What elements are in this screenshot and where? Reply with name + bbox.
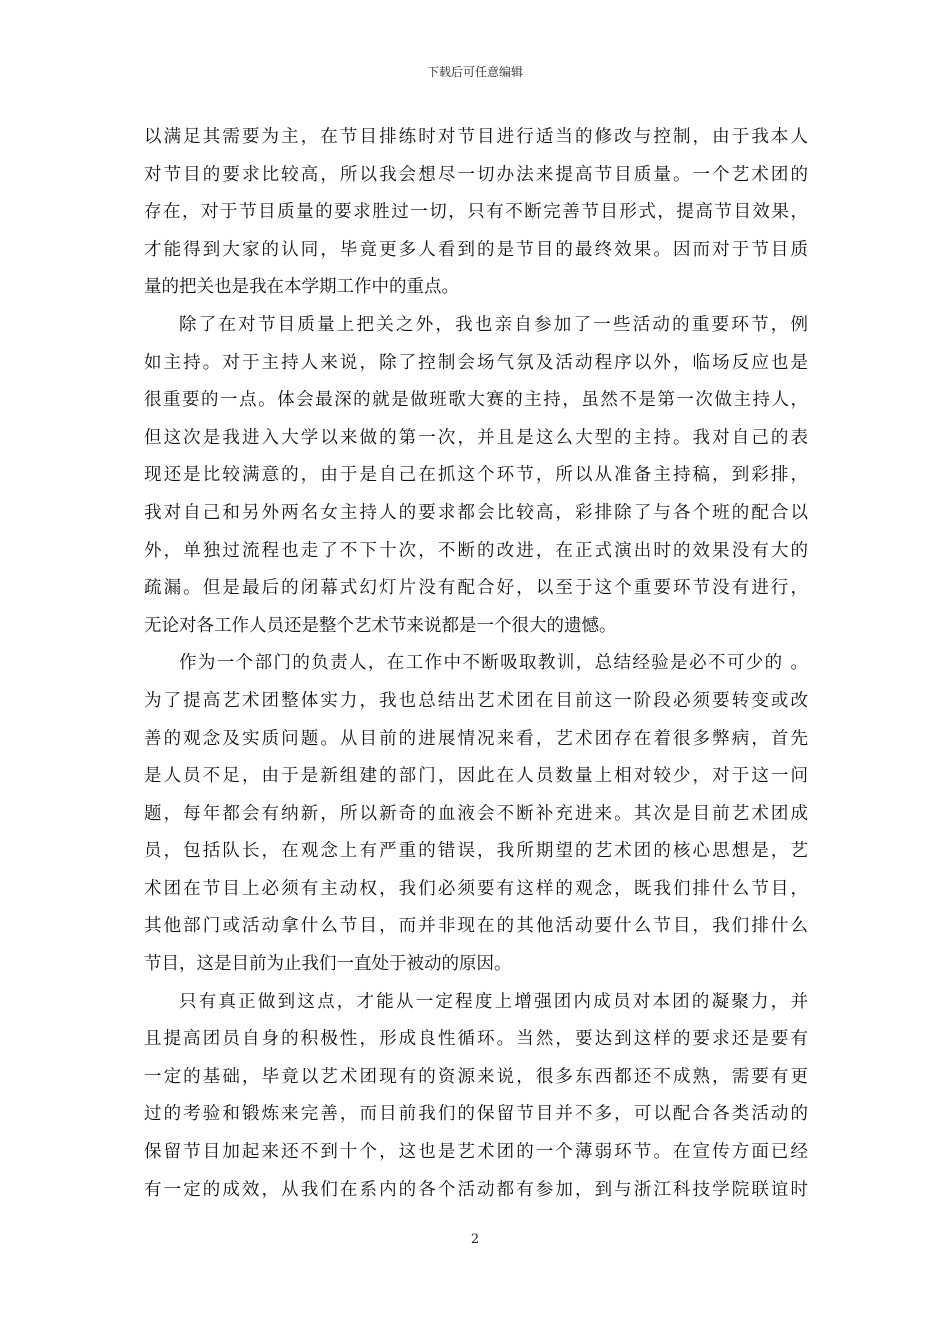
text-line: 题，每年都会有纳新，所以新奇的血液会不断补充进来。其次是目前艺术团成 (144, 803, 808, 824)
text-line: 量的把关也是我在本学期工作中的重点。 (144, 277, 459, 298)
text-line: 一定的基础，毕竟以艺术团现有的资源来说，很多东西都还不成熟，需要有更 (144, 1066, 808, 1087)
document-body (144, 119, 808, 1209)
text-line: 我对自己和另外两名女主持人的要求都会比较高，彩排除了与各个班的配合以 (144, 502, 808, 523)
text-line: 其他部门或活动拿什么节目，而并非现在的其他活动要什么节目，我们排什么 (144, 916, 808, 937)
text-line: 员，包括队长，在观念上有严重的错误，我所期望的艺术团的核心思想是，艺 (144, 841, 808, 862)
text-line: 才能得到大家的认同，毕竟更多人看到的是节目的最终效果。因而对于节目质 (144, 239, 808, 260)
text-line: 术团在节目上必须有主动权，我们必须要有这样的观念，既我们排什么节目， (144, 878, 808, 899)
text-line: 很重要的一点。体会最深的就是做班歌大赛的主持，虽然不是第一次做主持人， (144, 390, 808, 411)
paragraph-start-line: 只有真正做到这点，才能从一定程度上增强团内成员对本团的凝聚力，并 (179, 991, 808, 1012)
text-line: 为了提高艺术团整体实力，我也总结出艺术团在目前这一阶段必须要转变或改 (144, 690, 808, 711)
text-line: 无论对各工作人员还是整个艺术节来说都是一个很大的遗憾。 (144, 615, 617, 636)
text-line: 存在，对于节目质量的要求胜过一切，只有不断完善节目形式，提高节目效果， (144, 202, 808, 223)
text-line: 有一定的成效，从我们在系内的各个活动都有参加，到与浙江科技学院联谊时 (144, 1179, 808, 1200)
text-line: 是人员不足，由于是新组建的部门，因此在人员数量上相对较少，对于这一问 (144, 766, 808, 787)
text-line: 过的考验和锻炼来完善，而目前我们的保留节目并不多，可以配合各类活动的 (144, 1104, 808, 1125)
text-line: 如主持。对于主持人来说，除了控制会场气氛及活动程序以外，临场反应也是 (144, 352, 808, 373)
text-line: 保留节目加起来还不到十个，这也是艺术团的一个薄弱环节。在宣传方面已经 (144, 1142, 808, 1163)
page-number: 2 (470, 1232, 480, 1247)
text-line: 对节目的要求比较高，所以我会想尽一切办法来提高节目质量。一个艺术团的 (144, 164, 808, 185)
paragraph-start-line: 作为一个部门的负责人，在工作中不断吸取教训，总结经验是必不可少的 。 (179, 653, 808, 674)
page-header: 下载后可任意编辑 (426, 65, 523, 79)
text-line: 疏漏。但是最后的闭幕式幻灯片没有配合好，以至于这个重要环节没有进行， (144, 578, 808, 599)
text-line: 且提高团员自身的积极性，形成良性循环。当然，要达到这样的要求还是要有 (144, 1029, 808, 1050)
text-line: 外，单独过流程也走了不下十次，不断的改进，在正式演出时的效果没有大的 (144, 540, 808, 561)
text-line: 以满足其需要为主，在节目排练时对节目进行适当的修改与控制，由于我本人 (144, 127, 808, 147)
text-line: 但这次是我进入大学以来做的第一次，并且是这么大型的主持。我对自己的表 (144, 427, 808, 448)
text-line: 现还是比较满意的，由于是自己在抓这个环节，所以从准备主持稿，到彩排， (144, 465, 808, 486)
text-line: 节目，这是目前为止我们一直处于被动的原因。 (144, 954, 512, 975)
paragraph-start-line: 除了在对节目质量上把关之外，我也亲自参加了一些活动的重要环节，例 (179, 314, 808, 335)
text-line: 善的观念及实质问题。从目前的进展情况来看，艺术团存在着很多弊病，首先 (144, 728, 808, 749)
